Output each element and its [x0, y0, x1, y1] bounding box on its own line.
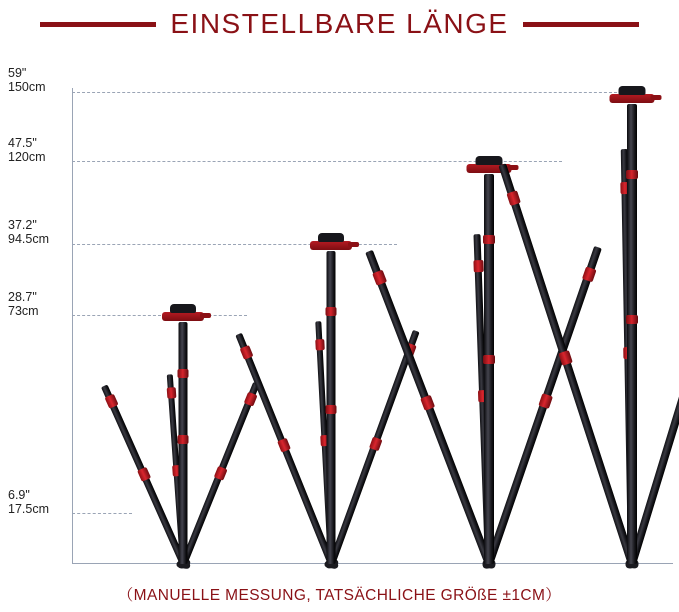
height-comparison-chart — [0, 48, 679, 576]
measurement-disclaimer: （MANUELLE MESSUNG, TATSÄCHLICHE GRÖßE ±1CM） — [117, 587, 562, 604]
head-knob — [619, 86, 646, 95]
head-lever — [348, 242, 359, 247]
tick-cm-17-5: 17.5cm — [8, 502, 49, 516]
tick-cm-73: 73cm — [8, 304, 39, 318]
head-knob — [170, 304, 195, 313]
head-knob — [476, 156, 503, 165]
quick-release-plate — [310, 241, 352, 250]
header-rule-left — [40, 22, 156, 27]
tick-inch-120: 47.5" — [8, 136, 37, 150]
head-lever — [508, 165, 519, 170]
leg-lock-collar — [315, 339, 325, 350]
center-column — [327, 251, 336, 564]
ball-head — [162, 304, 204, 324]
tick-cm-120: 120cm — [8, 150, 46, 164]
column-lock-ring — [178, 435, 189, 444]
page-header — [0, 0, 679, 48]
axis-tick-73cm — [8, 290, 70, 318]
ball-head — [610, 86, 655, 106]
tripod-leg — [498, 163, 635, 565]
axis-tick-94-5cm — [8, 218, 70, 246]
ball-head — [310, 233, 352, 253]
chart-vertical-axis — [72, 88, 73, 564]
column-lock-ring — [326, 307, 337, 316]
tripod-150cm — [520, 74, 679, 564]
tick-cm-150: 150cm — [8, 80, 46, 94]
tick-inch-94-5: 37.2" — [8, 218, 37, 232]
column-lock-ring — [483, 235, 495, 244]
page-title: EINSTELLBARE LÄNGE — [170, 8, 509, 39]
tick-inch-17-5: 6.9" — [8, 488, 30, 502]
center-column — [484, 174, 494, 564]
tick-inch-150: 59" — [8, 66, 27, 80]
column-lock-ring — [626, 315, 638, 324]
center-column — [627, 104, 637, 564]
page-footer — [0, 576, 679, 612]
quick-release-plate — [610, 94, 655, 103]
axis-tick-120cm — [8, 136, 70, 164]
head-lever — [200, 313, 211, 318]
head-knob — [318, 233, 343, 242]
axis-tick-150cm — [8, 66, 70, 94]
center-column — [179, 322, 188, 564]
column-lock-ring — [626, 170, 638, 179]
quick-release-plate — [162, 312, 204, 321]
header-rule-right — [523, 22, 639, 27]
tick-inch-73: 28.7" — [8, 290, 37, 304]
column-lock-ring — [483, 355, 495, 364]
leg-segment — [328, 441, 379, 566]
leg-lock-collar — [166, 387, 176, 399]
head-lever — [651, 95, 662, 100]
axis-tick-17-5cm — [8, 488, 70, 516]
leg-lock-collar — [473, 260, 483, 272]
column-lock-ring — [178, 369, 189, 378]
tick-cm-94-5: 94.5cm — [8, 232, 49, 246]
column-lock-ring — [326, 405, 337, 414]
